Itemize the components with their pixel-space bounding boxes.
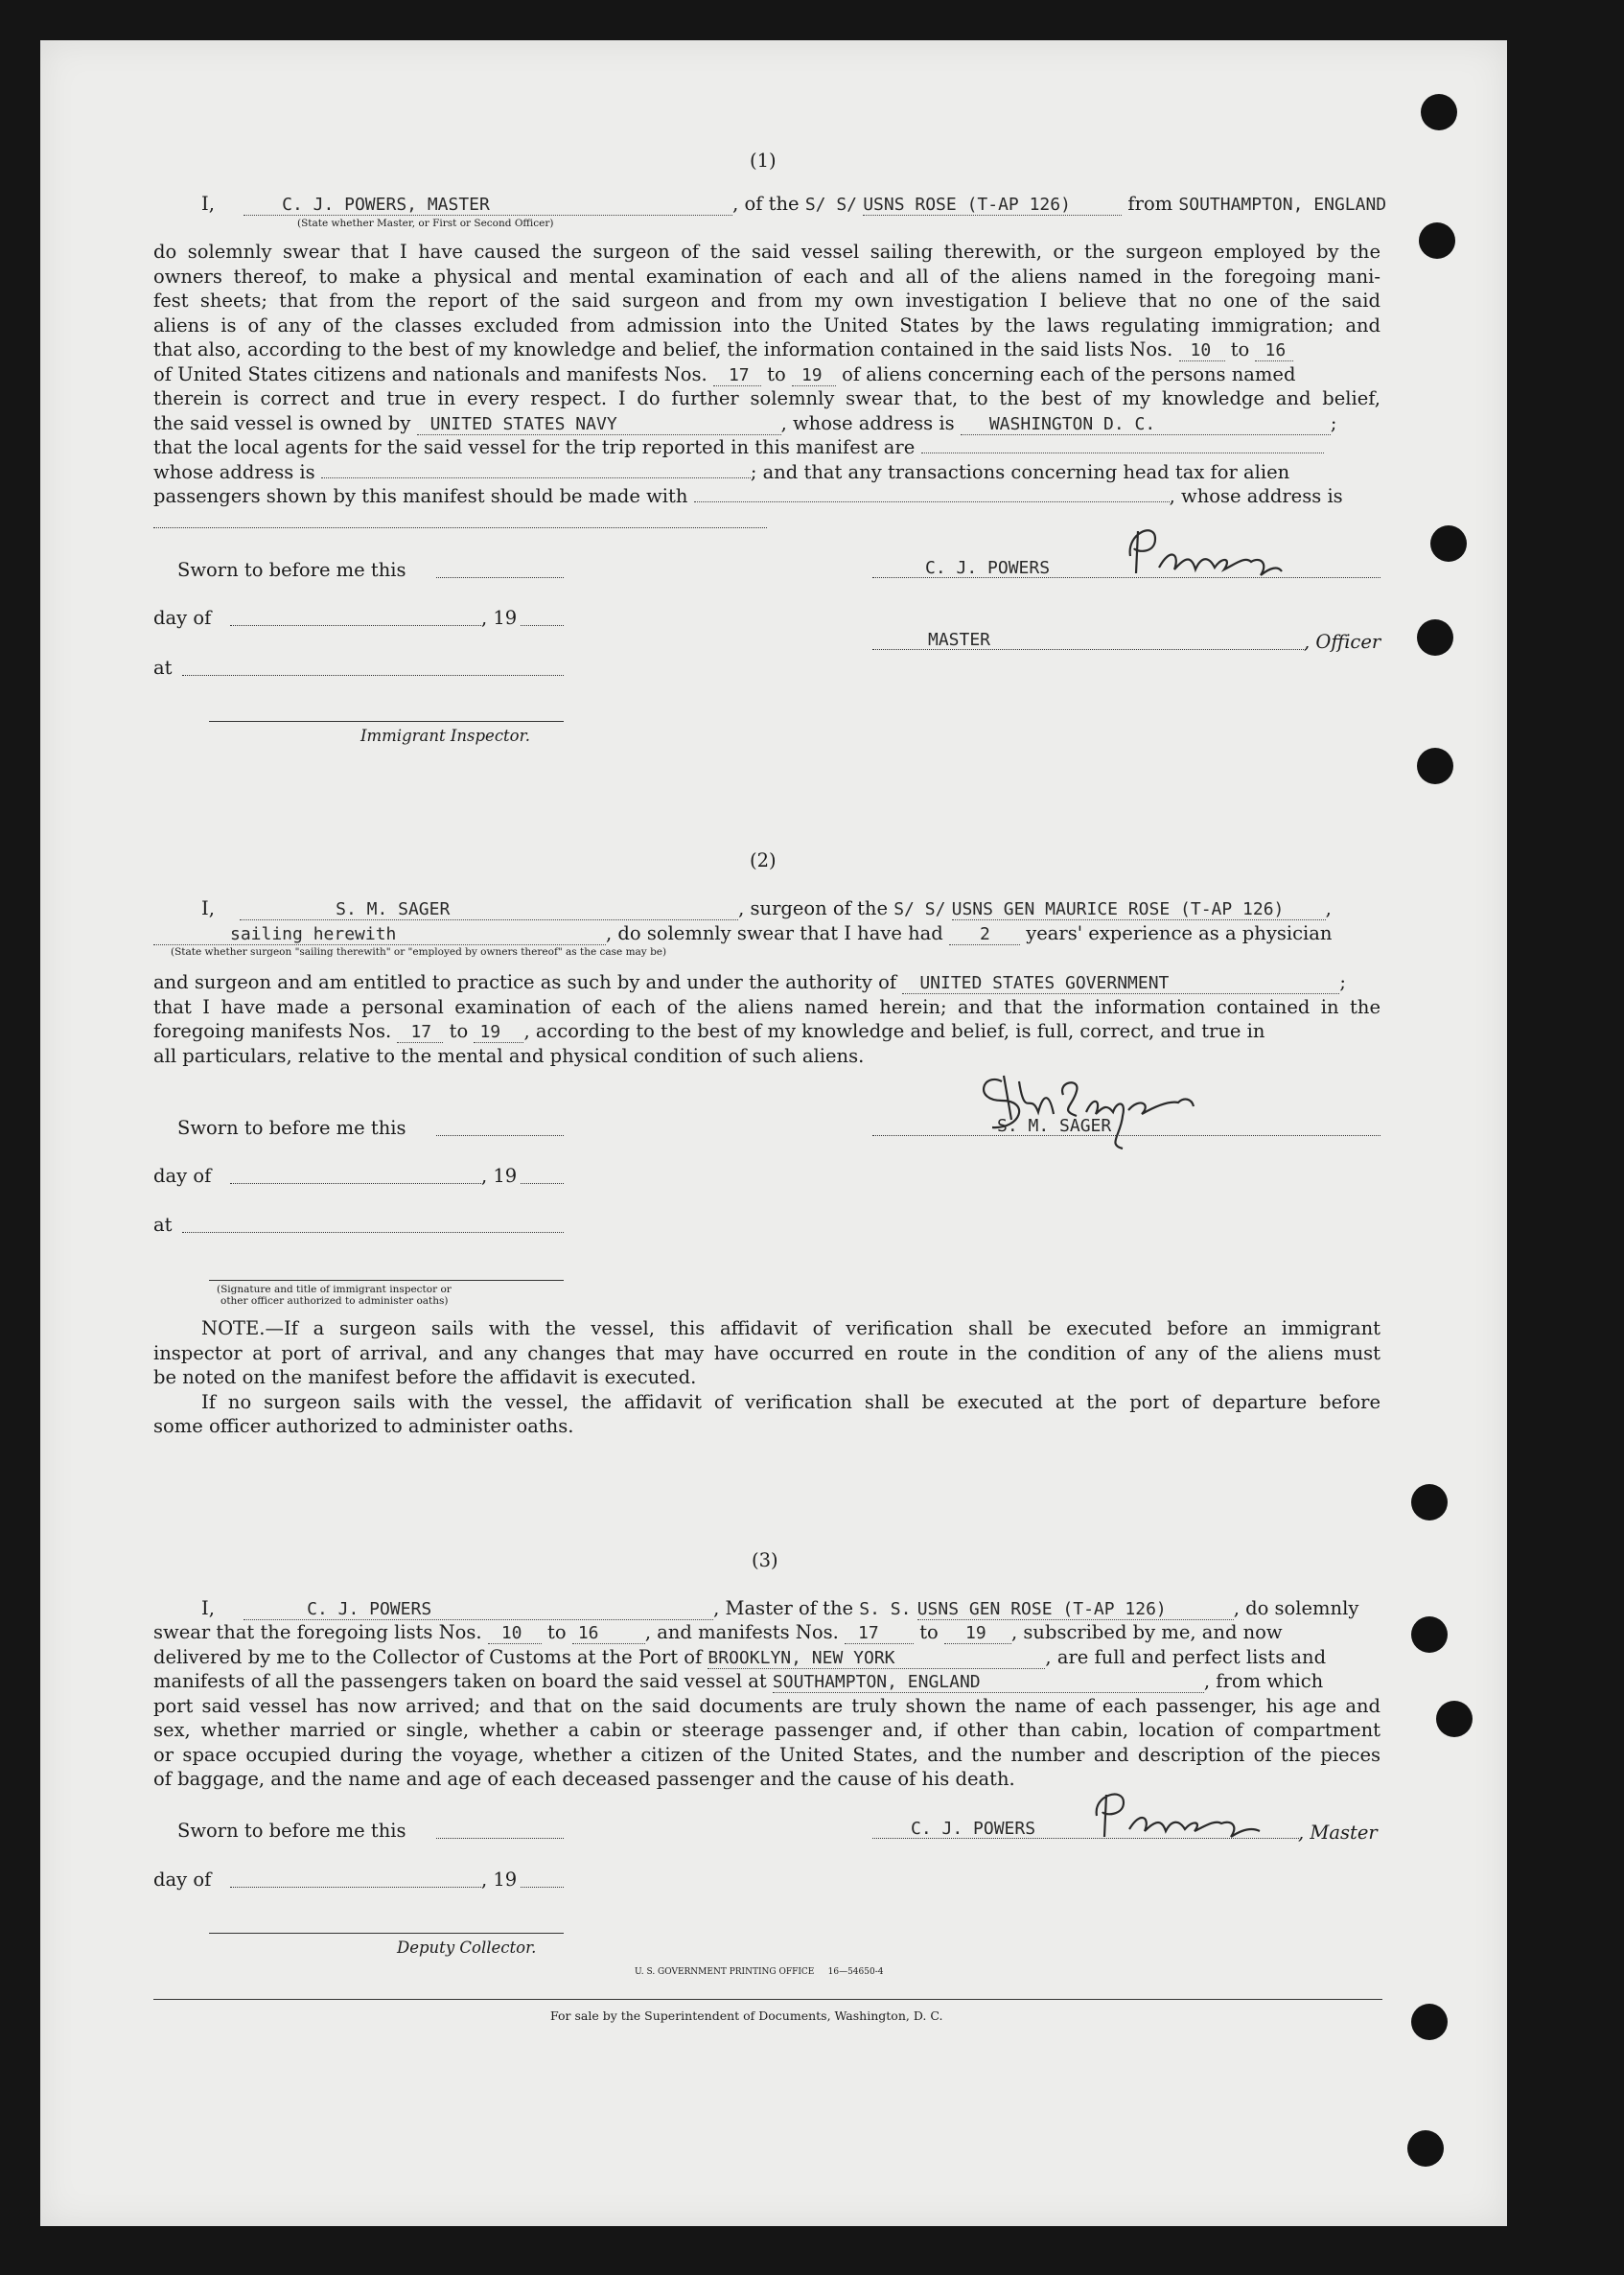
- text-line: that the local agents for the said vessel for the trip reported in this manifest are: [153, 435, 1380, 460]
- vessel-name-value: USNS GEN ROSE (T-AP 126): [916, 1599, 1167, 1619]
- text-line: or space occupied during the voyage, whether a citizen of the United States, and the number and description of the pieces: [153, 1743, 1380, 1766]
- year-label: , 19: [481, 607, 518, 629]
- oath-text-1: [153, 240, 1380, 509]
- surgeon-name-field: [240, 900, 738, 920]
- officer-label: , Officer: [1304, 631, 1381, 653]
- punch-hole: [1411, 1616, 1448, 1653]
- blank-line: [153, 527, 767, 528]
- sig-caption-2: other officer authorized to administer oaths): [220, 1295, 449, 1307]
- text-line: therein is correct and true in every respect. I do further solemnly swear that, to the best of my knowledge and belief,: [153, 387, 1380, 409]
- inspector-signature-line: [209, 721, 564, 722]
- manifests-to-value: 19: [479, 1022, 501, 1042]
- inspector-signature-line: [209, 1280, 564, 1281]
- collector-signature-line: [209, 1933, 564, 1934]
- at-line: [182, 1232, 564, 1233]
- signer-line: [872, 1135, 1380, 1136]
- text-line: owners thereof, to make a physical and mental examination of each and all of the aliens named in the foregoing mani-: [153, 265, 1380, 288]
- at-label: at: [153, 1214, 173, 1236]
- sailing-field: [153, 925, 606, 945]
- lists-to-value: 16: [577, 1623, 599, 1643]
- from-port-value: SOUTHAMPTON, ENGLAND: [1178, 195, 1387, 215]
- sworn-label: Sworn to before me this: [177, 559, 406, 581]
- punch-hole: [1436, 1701, 1473, 1737]
- section-number: (1): [750, 150, 777, 172]
- section-number: (3): [752, 1549, 778, 1571]
- owner-address-value: WASHINGTON D. C.: [988, 413, 1156, 434]
- day-of-label: day of: [153, 607, 212, 629]
- at-line: [182, 675, 564, 676]
- punch-hole: [1417, 619, 1453, 656]
- note-label: NOTE.: [201, 1317, 266, 1339]
- day-of-line: [230, 1183, 481, 1184]
- pronoun: I,: [201, 897, 215, 919]
- year-label: , 19: [481, 1165, 518, 1187]
- oath-line-master: [201, 192, 1386, 217]
- lists-to-value: 16: [1264, 340, 1287, 360]
- punch-hole: [1430, 525, 1467, 562]
- lists-from-value: 10: [500, 1623, 522, 1643]
- sale-note: For sale by the Superintendent of Documents, Washington, D. C.: [550, 2008, 943, 2023]
- authority-value: UNITED STATES GOVERNMENT: [919, 973, 1170, 993]
- text-line: that also, according to the best of my knowledge and belief, the information contained in the said lists Nos. 10 to 16: [153, 337, 1380, 362]
- year-line: [521, 1887, 564, 1888]
- day-of-line: [230, 625, 481, 626]
- from-label: from: [1127, 193, 1173, 215]
- years-value: 2: [980, 924, 990, 944]
- oath-line-master-3: I, C. J. POWERS , Master of the S. S. USNS GEN ROSE (T-AP 126) , do solemnly: [201, 1597, 1359, 1619]
- vessel-name-field: [863, 196, 1122, 216]
- at-label: at: [153, 657, 173, 679]
- text-line: NOTE.—If a surgeon sails with the vessel, this affidavit of verification shall be executed before an immigrant: [201, 1317, 1380, 1339]
- text-line: delivered by me to the Collector of Customs at the Port of BROOKLYN, NEW YORK , are full and perfect lists and: [153, 1645, 1327, 1668]
- note-text: [153, 1316, 1380, 1439]
- text-line: port said vessel has now arrived; and that on the said documents are truly shown the name of each passenger, his age and: [153, 1694, 1380, 1717]
- master-name-field: [244, 196, 732, 216]
- of-the-label: , of the: [732, 193, 800, 215]
- sworn-date-line: [436, 1135, 564, 1136]
- master-name-field: [244, 1600, 713, 1620]
- sworn-date-line: [436, 1838, 564, 1839]
- manifests-from-value: 17: [410, 1022, 432, 1042]
- surgeon-of-the-label: , surgeon of the: [738, 897, 889, 919]
- year-label: , 19: [481, 1869, 518, 1891]
- punch-hole: [1419, 222, 1455, 259]
- gpo-imprint: U. S. GOVERNMENT PRINTING OFFICE 16—54650-4: [635, 1967, 884, 1977]
- text-line: swear that the foregoing lists Nos. 10 to 16 , and manifests Nos. 17 to 19 , subscribed by me, and now: [153, 1621, 1283, 1643]
- year-line: [521, 625, 564, 626]
- text-line: some officer authorized to administer oaths.: [153, 1415, 574, 1437]
- text-line: inspector at port of arrival, and any changes that may have occurred en route in the condition of any of the aliens must: [153, 1341, 1380, 1364]
- signature-sager: [963, 1053, 1251, 1158]
- master-of-the-label: , Master of the: [713, 1597, 854, 1619]
- vessel-name-field: [917, 1600, 1234, 1620]
- text-line: the said vessel is owned by UNITED STATES NAVY , whose address is WASHINGTON D. C. ;: [153, 411, 1337, 434]
- sailing-caption: (State whether surgeon "sailing therewith" or "employed by owners thereof" as the case may be): [171, 946, 667, 958]
- sworn-label: Sworn to before me this: [177, 1117, 406, 1139]
- text-line: If no surgeon sails with the vessel, the affidavit of verification shall be executed at the port of departure before: [201, 1390, 1380, 1413]
- footer-rule: [153, 1999, 1382, 2000]
- text-line: manifests of all the passengers taken on board the said vessel at SOUTHAMPTON, ENGLAND , from which: [153, 1670, 1324, 1692]
- punch-hole: [1417, 748, 1453, 784]
- manifests-to-value: 19: [800, 364, 823, 385]
- day-of-label: day of: [153, 1869, 212, 1891]
- master-label: , Master: [1298, 1822, 1378, 1844]
- master-name-value: C. J. POWERS: [307, 1599, 432, 1619]
- owner-value: UNITED STATES NAVY: [429, 413, 617, 434]
- day-of-label: day of: [153, 1165, 212, 1187]
- day-of-line: [230, 1887, 481, 1888]
- text-line: all particulars, relative to the mental and physical condition of such aliens.: [153, 1044, 865, 1067]
- text-line: whose address is ; and that any transactions concerning head tax for alien: [153, 460, 1290, 483]
- text-line: and surgeon and am entitled to practice as such by and under the authority of UNITED STATES GOVERNMENT ;: [153, 971, 1346, 993]
- oath-line-surgeon: I, S. M. SAGER , surgeon of the S/ S/ USNS GEN MAURICE ROSE (T-AP 126) ,: [201, 897, 1332, 919]
- manifests-from-value: 17: [728, 364, 750, 385]
- text-line: passengers shown by this manifest should be made with , whose address is: [153, 485, 1343, 507]
- oath-text-3: [153, 1620, 1380, 1792]
- punch-hole: [1407, 2130, 1444, 2167]
- officer-caption: (State whether Master, or First or Second Officer): [297, 218, 554, 229]
- signature-powers-1: [1117, 518, 1309, 585]
- text-line: sex, whether married or single, whether a cabin or steerage passenger and, if other than cabin, location of compartment: [153, 1719, 1380, 1741]
- text-line: of baggage, and the name and age of each deceased passenger and the cause of his death.: [153, 1768, 1015, 1790]
- text-line: aliens is of any of the classes excluded from admission into the United States by the laws regulating immigration; and: [153, 313, 1380, 337]
- sig-caption-1: (Signature and title of immigrant inspector or: [217, 1284, 452, 1295]
- signature-powers-3: [1083, 1783, 1294, 1850]
- punch-hole: [1411, 1484, 1448, 1521]
- collector-label: Deputy Collector.: [397, 1938, 537, 1957]
- text-line: of United States citizens and nationals and manifests Nos. 17 to 19 of aliens concerning each of the persons named: [153, 362, 1296, 385]
- inspector-label: Immigrant Inspector.: [360, 727, 530, 745]
- vessel-name-value: USNS ROSE (T-AP 126): [863, 195, 1071, 215]
- departure-value: SOUTHAMPTON, ENGLAND: [772, 1672, 981, 1692]
- sworn-label: Sworn to before me this: [177, 1820, 406, 1842]
- signer-name: S. M. SAGER: [997, 1116, 1112, 1136]
- vessel-prefix: S. S.: [859, 1599, 912, 1619]
- signer-line: [872, 577, 1380, 578]
- text-line: that I have made a personal examination of each of the aliens named herein; and that the information contained in the: [153, 995, 1380, 1018]
- signer-name: C. J. POWERS: [925, 558, 1051, 578]
- signer-line: [872, 1838, 1299, 1839]
- text-line: do solemnly swear that I have caused the surgeon of the said vessel sailing therewith, or the surgeon employed by the: [153, 241, 1380, 263]
- oath-line-experience: sailing herewith , do solemnly swear that I have had 2 years' experience as a physician: [153, 921, 1332, 945]
- pronoun: I,: [201, 1597, 215, 1619]
- surgeon-name-value: S. M. SAGER: [336, 899, 451, 919]
- text-line: be noted on the manifest before the affidavit is executed.: [153, 1366, 697, 1388]
- punch-hole: [1411, 2004, 1448, 2040]
- port-value: BROOKLYN, NEW YORK: [708, 1647, 895, 1668]
- year-line: [521, 1183, 564, 1184]
- manifests-to-value: 19: [965, 1623, 986, 1643]
- vessel-name-field: [952, 900, 1326, 920]
- text-line: fest sheets; that from the report of the said surgeon and from my own investigation I believe that no one of the said: [153, 290, 1380, 312]
- punch-hole: [1421, 94, 1457, 130]
- manifests-from-value: 17: [858, 1623, 879, 1643]
- master-name-value: C. J. POWERS, MASTER: [282, 195, 490, 215]
- lists-from-value: 10: [1190, 340, 1212, 360]
- vessel-prefix: S/ S/: [893, 899, 946, 919]
- signer-name: C. J. POWERS: [911, 1819, 1036, 1839]
- vessel-name-value: USNS GEN MAURICE ROSE (T-AP 126): [951, 899, 1285, 919]
- vessel-prefix: S/ S/: [804, 195, 857, 215]
- title-line: [872, 649, 1306, 650]
- sworn-date-line: [436, 577, 564, 578]
- section-number: (2): [750, 849, 777, 871]
- text-line: foregoing manifests Nos. 17 to 19 , according to the best of my knowledge and belief, is full, correct, and true in: [153, 1020, 1265, 1042]
- signer-title: MASTER: [928, 630, 991, 650]
- sailing-value: sailing herewith: [230, 924, 397, 944]
- pronoun: I,: [201, 193, 215, 215]
